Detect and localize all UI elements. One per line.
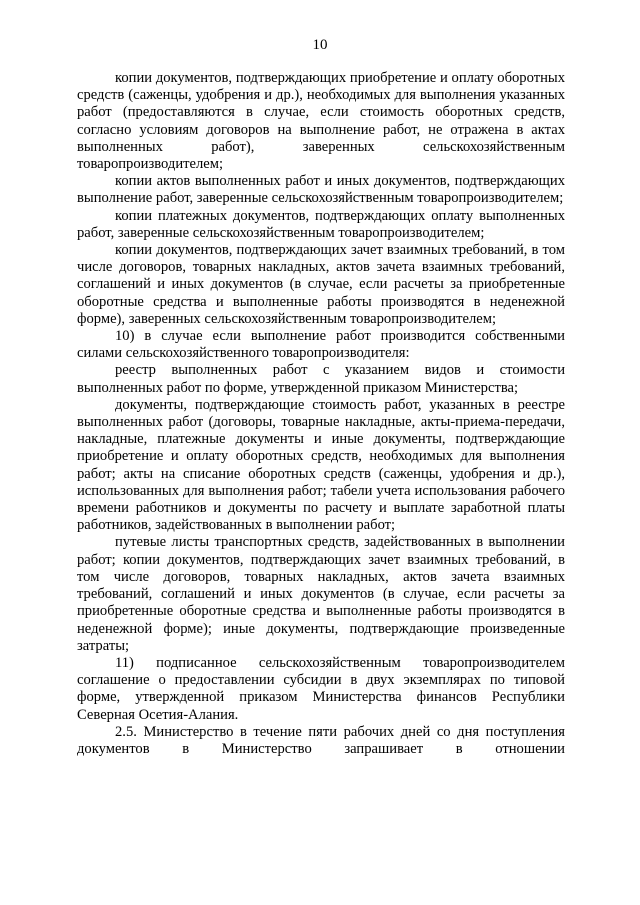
paragraph: путевые листы транспортных средств, задействованных в выполнении работ; копии документов, подтверждающих зачет взаимных требований, в том числе договоров, товарных накладных, актов зачета взаимных требований, соглашений и иных документов (в случае, если расчеты за приобретенные оборотные средства и выполненные работы производятся в неденежной форме); иные документы, подтверждающие произведенные затраты; [77,534,565,654]
paragraph: копии актов выполненных работ и иных документов, подтверждающих выполнение работ, заверенные сельскохозяйственным товаропроизводителем; [77,173,565,207]
paragraph: 11) подписанное сельскохозяйственным товаропроизводителем соглашение о предоставлении субсидии в двух экземплярах по типовой форме, утвержденной приказом Министерства финансов Республики Северная Осетия-Алания. [77,654,565,723]
paragraph: копии документов, подтверждающих зачет взаимных требований, в том числе договоров, товарных накладных, актов зачета взаимных требований, соглашений и иных документов (в случае, если расчеты за приобретенные оборотные средства и выполненные работы производятся в неденежной форме), заверенных сельскохозяйственным товаропроизводителем; [77,242,565,327]
paragraph: копии документов, подтверждающих приобретение и оплату оборотных средств (саженцы, удобрения и др.), необходимых для выполнения указанных работ (предоставляются в случае, если стоимость оборотных средств, согласно условиям договоров на выполнение работ, не отражена в актах выполненных работ), заверенных сельскохозяйственным товаропроизводителем; [77,70,565,173]
paragraph: 2.5. Министерство в течение пяти рабочих дней со дня поступления документов в Министерство запрашивает в отношении [77,723,565,757]
paragraph: документы, подтверждающие стоимость работ, указанных в реестре выполненных работ (договоры, товарные накладные, акты-приема-передачи, накладные, платежные документы и иные документы, подтверждающие приобретение и оплату оборотных средств, необходимых для выполнения работ; акты на списание оборотных средств (саженцы, удобрения и др.), использованных для выполнения работ; табели учета использования рабочего времени работников и документы по расчету и выплате заработной платы работников, задействованных в выполнении работ; [77,396,565,534]
document-body [77,70,565,758]
paragraph: 10) в случае если выполнение работ производится собственными силами сельскохозяйственного товаропроизводителя: [77,328,565,362]
paragraph: реестр выполненных работ с указанием видов и стоимости выполненных работ по форме, утвержденной приказом Министерства; [77,362,565,396]
paragraph: копии платежных документов, подтверждающих оплату выполненных работ, заверенные сельскохозяйственным товаропроизводителем; [77,207,565,241]
page-number: 10 [312,37,328,53]
